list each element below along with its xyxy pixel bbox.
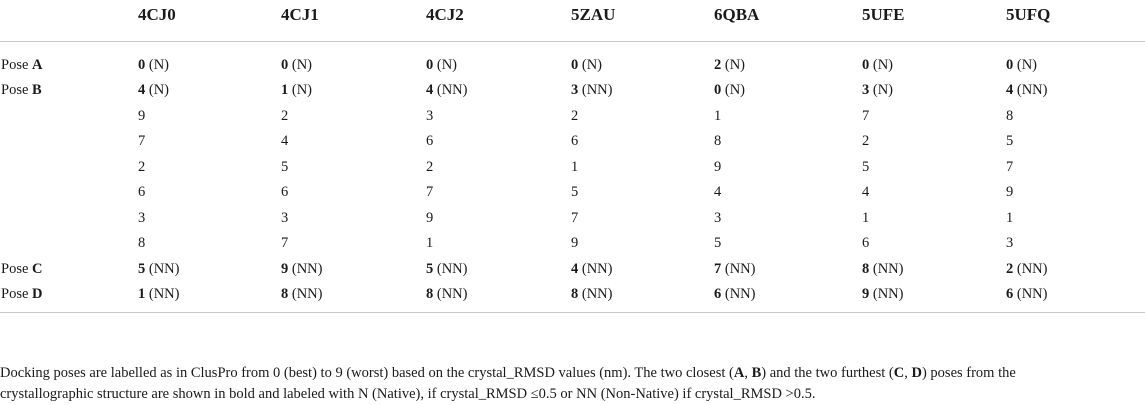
table-cell [571,78,714,104]
cell-value: 9 [714,158,722,175]
cell-rank-bold: 7 [714,260,722,277]
table-cell [138,231,281,257]
table-cell [1006,180,1145,206]
cell-value: (NN) [288,260,323,277]
table-cell [1006,206,1145,232]
table-cell [426,155,571,181]
table-cell [1006,155,1145,181]
column-header: 5UFE [862,0,1006,42]
table-cell [138,129,281,155]
cell-rank-bold: 3 [862,82,870,99]
table-cell [281,231,426,257]
cell-rank-bold: 0 [862,57,870,73]
cell-value: (N) [433,57,458,73]
table-cell [138,155,281,181]
cell-value: 8 [1006,107,1014,124]
table-cell [281,206,426,232]
cell-rank-bold: 1 [281,82,289,99]
table-cell [281,155,426,181]
row-label [0,104,138,130]
column-header [0,0,138,42]
cell-value: (N) [1013,57,1038,73]
cell-value: (NN) [869,286,904,303]
cell-value: (N) [721,57,746,73]
cell-value: (N) [145,57,170,73]
cell-value: 6 [138,184,146,201]
footnote-text: ) poses from the [921,365,1016,381]
cell-value: (NN) [433,260,468,277]
table-cell [571,180,714,206]
cell-value: 1 [714,107,722,124]
cell-value: 2 [426,158,434,175]
cell-rank-bold: 5 [426,260,434,277]
table-cell [714,257,862,283]
cell-value: 5 [714,235,722,252]
cell-value: 5 [862,158,870,175]
cell-rank-bold: 4 [571,260,579,277]
cell-value: 2 [571,107,579,124]
table-row [0,104,1145,130]
table-cell [714,42,862,79]
cell-value: 5 [1006,133,1014,150]
table-cell [1006,282,1145,312]
cell-value: (NN) [578,286,613,303]
table-cell [281,104,426,130]
cell-value: (NN) [145,260,180,277]
cell-rank-bold: 0 [281,57,289,73]
cell-value: 6 [426,133,434,150]
row-label-pose: A [32,57,43,73]
cell-value: 3 [281,209,289,226]
table-cell [138,282,281,312]
cell-value: 3 [426,107,434,124]
table-cell [1006,231,1145,257]
table-cell [571,129,714,155]
cell-value: 7 [862,107,870,124]
row-label [0,78,138,104]
table-cell [862,78,1006,104]
row-label [0,129,138,155]
cell-value: (N) [721,82,746,99]
table-cell [714,282,862,312]
cell-value: 7 [571,209,579,226]
footnote-bold-label: C [893,365,905,381]
table-cell [426,282,571,312]
table-cell [1006,42,1145,79]
column-header: 4CJ2 [426,0,571,42]
row-label [0,257,138,283]
cell-value: 1 [571,158,579,175]
cell-value: (NN) [145,286,180,303]
row-label-prefix: Pose [1,260,33,277]
column-header: 4CJ1 [281,0,426,42]
row-label [0,282,138,312]
table-cell [571,282,714,312]
cell-value: (NN) [721,286,756,303]
column-header: 6QBA [714,0,862,42]
cell-value: 7 [1006,158,1014,175]
table-row [0,231,1145,257]
table-cell [426,206,571,232]
cell-value: (N) [869,57,894,73]
row-label [0,206,138,232]
cell-rank-bold: 0 [714,82,722,99]
cell-rank-bold: 6 [1006,286,1014,303]
cell-value: 3 [1006,235,1014,252]
table-cell [862,42,1006,79]
cell-value: 7 [426,184,434,201]
column-header: 5ZAU [571,0,714,42]
table-cell [281,78,426,104]
table-cell [281,129,426,155]
table-cell [138,257,281,283]
cell-rank-bold: 5 [138,260,146,277]
table-cell [571,155,714,181]
cell-rank-bold: 2 [1006,260,1014,277]
column-header: 5UFQ [1006,0,1145,42]
table-cell [138,78,281,104]
table-cell [138,42,281,79]
table-cell [714,180,862,206]
table-row [0,282,1145,312]
table-cell [862,257,1006,283]
table-cell [1006,257,1145,283]
table-row [0,206,1145,232]
row-label-prefix: Pose [1,286,33,303]
cell-rank-bold: 2 [714,57,722,73]
cell-value: (NN) [721,260,756,277]
table-cell [862,282,1006,312]
cell-value: 4 [862,184,870,201]
cell-value: (NN) [578,82,613,99]
cell-value: (NN) [578,260,613,277]
cell-value: (NN) [869,260,904,277]
cell-rank-bold: 3 [571,82,579,99]
cell-rank-bold: 0 [426,57,434,73]
cell-value: (N) [578,57,603,73]
table-cell [426,257,571,283]
cell-rank-bold: 8 [281,286,289,303]
row-label-prefix: Pose [1,82,33,99]
cell-value: (N) [145,82,170,99]
table-cell [571,42,714,79]
table-cell [714,206,862,232]
table-cell [862,206,1006,232]
cell-value: (NN) [288,286,323,303]
footnote-bold-label: B [751,365,762,381]
table-cell [138,180,281,206]
row-label-pose: C [32,260,43,277]
cell-value: 5 [281,158,289,175]
cell-value: 2 [862,133,870,150]
cell-rank-bold: 0 [571,57,579,73]
footnote-text: , [904,365,912,381]
table-cell [862,155,1006,181]
table-cell [714,231,862,257]
cell-value: 9 [1006,184,1014,201]
cell-rank-bold: 8 [862,260,870,277]
table-cell [571,104,714,130]
row-label [0,155,138,181]
table-cell [281,257,426,283]
cell-value: 6 [281,184,289,201]
cell-rank-bold: 0 [1006,57,1014,73]
table-footnote [0,363,1120,405]
cell-value: 3 [714,209,722,226]
cell-value: 3 [138,209,146,226]
table-body [0,42,1145,313]
cell-rank-bold: 4 [426,82,434,99]
table-cell [138,104,281,130]
table-row [0,129,1145,155]
footnote-bold-label: D [911,365,922,381]
cell-rank-bold: 6 [714,286,722,303]
table-cell [138,206,281,232]
cell-rank-bold: 0 [138,57,146,73]
cell-value: (NN) [1013,82,1048,99]
table-cell [714,129,862,155]
cell-value: 2 [138,158,146,175]
cell-value: 8 [138,235,146,252]
table-cell [714,155,862,181]
cell-value: 8 [714,133,722,150]
table-row [0,155,1145,181]
cell-rank-bold: 4 [138,82,146,99]
cell-value: 4 [714,184,722,201]
row-label [0,42,138,79]
row-label-pose: B [32,82,42,99]
cell-value: 5 [571,184,579,201]
cell-value: 9 [571,235,579,252]
footnote-text: ) and the two furthest ( [761,365,894,381]
cell-rank-bold: 8 [571,286,579,303]
header-row [0,0,1145,42]
cell-value: 2 [281,107,289,124]
cell-rank-bold: 1 [138,286,146,303]
cell-rank-bold: 9 [862,286,870,303]
cell-value: 7 [281,235,289,252]
footnote-bold-label: A [733,365,745,381]
table-cell [862,104,1006,130]
cell-value: 1 [862,209,870,226]
footnote-text-line2: crystallographic structure are shown in bold and labeled with N (Native), if crystal_RMSD ≤0.5 or NN (Non-Native) if crystal_RMSD >0.5. [0,386,816,402]
table-cell [1006,78,1145,104]
table-cell [571,257,714,283]
cell-value: (NN) [433,82,468,99]
row-label [0,231,138,257]
table-cell [281,180,426,206]
cell-value: (NN) [1013,286,1048,303]
table-cell [862,231,1006,257]
table-cell [281,282,426,312]
cell-value: (NN) [433,286,468,303]
table-row [0,78,1145,104]
column-header: 4CJ0 [138,0,281,42]
cell-value: 6 [862,235,870,252]
table-cell [714,78,862,104]
table-cell [571,206,714,232]
table-row [0,257,1145,283]
table-cell [862,129,1006,155]
table-cell [862,180,1006,206]
row-label [0,180,138,206]
cell-value: 1 [1006,209,1014,226]
table-row [0,42,1145,79]
table-cell [571,231,714,257]
table-cell [426,104,571,130]
table-cell [426,231,571,257]
table-cell [714,104,862,130]
cell-value: (NN) [1013,260,1048,277]
cell-value: (N) [288,82,313,99]
cell-value: 9 [138,107,146,124]
cell-value: 9 [426,209,434,226]
cell-value: (N) [869,82,894,99]
cell-value: 7 [138,133,146,150]
cell-value: (N) [288,57,313,73]
table-cell [426,129,571,155]
table-cell [281,42,426,79]
cell-value: 4 [281,133,289,150]
table-cell [1006,129,1145,155]
cell-value: 1 [426,235,434,252]
table-cell [426,180,571,206]
footnote-text: Docking poses are labelled as in ClusPro from 0 (best) to 9 (worst) based on the crystal_RMSD values (nm). The two closest ( [0,365,734,381]
table-row [0,180,1145,206]
table-cell [426,42,571,79]
cell-rank-bold: 8 [426,286,434,303]
table-cell [426,78,571,104]
row-label-prefix: Pose [1,57,33,73]
row-label-pose: D [32,286,43,303]
cell-rank-bold: 4 [1006,82,1014,99]
cell-value: 6 [571,133,579,150]
table-cell [1006,104,1145,130]
footnote-text: , [744,365,752,381]
cell-rank-bold: 9 [281,260,289,277]
